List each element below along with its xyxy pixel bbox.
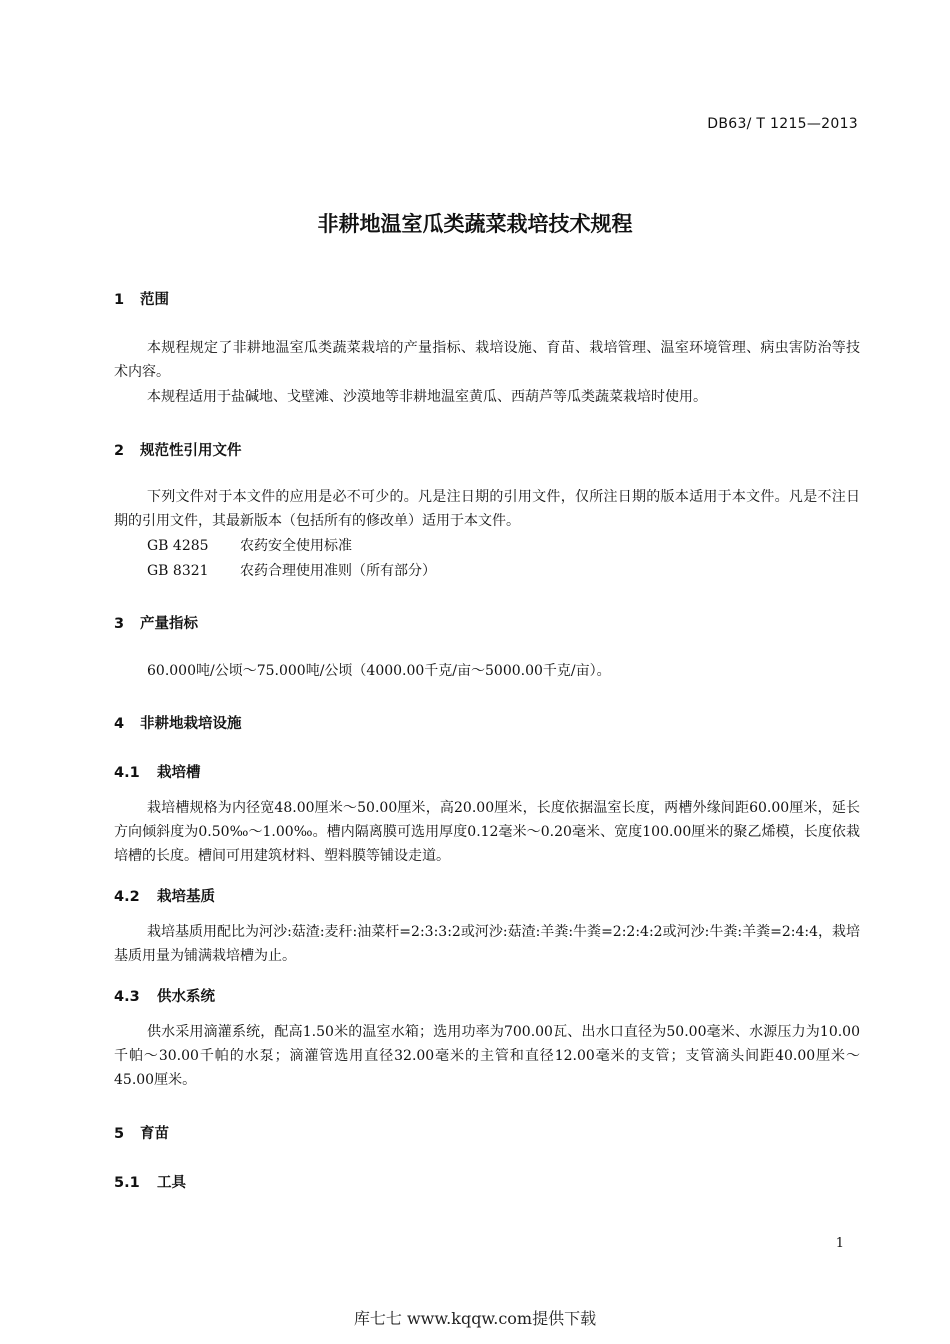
section-3-paragraph-1: 60.000吨/公顷～75.000吨/公顷（4000.00千克/亩～5000.00千克/亩）。: [147, 663, 611, 679]
download-footer: 库七七 www.kqqw.com提供下载: [353, 1309, 597, 1328]
reference-item: [147, 534, 352, 558]
section-2-heading: [114, 439, 242, 460]
section-4-3-heading: [114, 985, 215, 1006]
section-number: 4: [114, 716, 125, 732]
section-title: 工具: [157, 1175, 186, 1191]
section-4-1-heading: [114, 761, 201, 782]
section-number: 4.3: [114, 989, 140, 1005]
section-title: 规范性引用文件: [140, 443, 242, 459]
section-5-1-heading: [114, 1171, 186, 1192]
standard-code: DB63/ T 1215—2013: [707, 116, 858, 132]
section-title: 栽培基质: [157, 889, 215, 905]
section-1-paragraph-1: 本规程规定了非耕地温室瓜类蔬菜栽培的产量指标、栽培设施、育苗、栽培管理、温室环境管理、病虫害防治等技术内容。: [114, 340, 860, 380]
section-title: 育苗: [140, 1126, 169, 1142]
section-number: 5.1: [114, 1175, 140, 1191]
section-4-3-paragraph-1: 供水采用滴灌系统，配高1.50米的温室水箱；选用功率为700.00瓦、出水口直径为50.00毫米、水源压力为10.00千帕～30.00千帕的水泵；滴灌管选用直径32.00毫米的主管和直径12.00毫米的支管；支管滴头间距40.00厘米～45.00厘米。: [114, 1024, 860, 1088]
section-1-paragraph-2: 本规程适用于盐碱地、戈壁滩、沙漠地等非耕地温室黄瓜、西葫芦等瓜类蔬菜栽培时使用。: [147, 389, 707, 405]
section-number: 2: [114, 443, 125, 459]
section-number: 4.2: [114, 889, 140, 905]
reference-item: [147, 559, 436, 583]
section-4-1-paragraph-1: 栽培槽规格为内径宽48.00厘米～50.00厘米，高20.00厘米，长度依据温室长度，两槽外缘间距60.00厘米，延长方向倾斜度为0.50‰～1.00‰。槽内隔离膜可选用厚度0.12毫米～0.20毫米、宽度100.00厘米的聚乙烯模，长度依栽培槽的长度。槽间可用建筑材料、塑料膜等铺设走道。: [114, 800, 860, 864]
section-number: 5: [114, 1126, 125, 1142]
section-title: 范围: [140, 292, 169, 308]
section-1-heading: [114, 288, 169, 309]
section-title: 供水系统: [157, 989, 215, 1005]
reference-name: 农药安全使用标准: [240, 538, 352, 554]
reference-code: GB 4285: [147, 538, 209, 554]
section-4-2-heading: [114, 885, 215, 906]
reference-code: GB 8321: [147, 563, 209, 579]
section-number: 4.1: [114, 765, 140, 781]
section-5-heading: [114, 1122, 169, 1143]
reference-name: 农药合理使用准则（所有部分）: [240, 563, 436, 579]
section-title: 栽培槽: [157, 765, 201, 781]
section-number: 3: [114, 616, 125, 632]
section-title: 产量指标: [140, 616, 198, 632]
section-number: 1: [114, 292, 125, 308]
section-2-paragraph-1: 下列文件对于本文件的应用是必不可少的。凡是注日期的引用文件，仅所注日期的版本适用于本文件。凡是不注日期的引用文件，其最新版本（包括所有的修改单）适用于本文件。: [114, 489, 860, 529]
section-3-heading: [114, 612, 198, 633]
section-4-2-paragraph-1: 栽培基质用配比为河沙:菇渣:麦秆:油菜杆=2:3:3:2或河沙:菇渣:羊粪:牛粪=2:2:4:2或河沙:牛粪:羊粪=2:4:4，栽培基质用量为铺满栽培槽为止。: [114, 924, 860, 964]
document-title: 非耕地温室瓜类蔬菜栽培技术规程: [317, 212, 633, 236]
page-number: 1: [835, 1236, 844, 1251]
section-4-heading: [114, 712, 242, 733]
section-title: 非耕地栽培设施: [140, 716, 242, 732]
